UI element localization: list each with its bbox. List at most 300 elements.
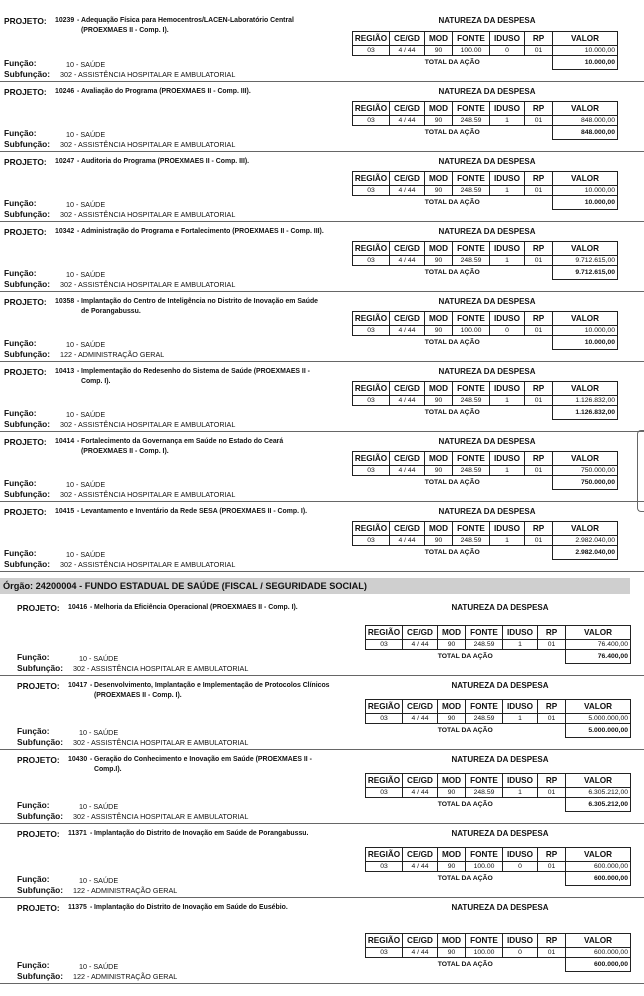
col-header-rp: RP xyxy=(525,382,553,396)
cell-rp: 01 xyxy=(538,788,566,798)
col-header-ce-gd: CE/GD xyxy=(390,32,425,46)
table-row xyxy=(353,256,618,266)
total-row xyxy=(353,476,618,490)
cell-rp: 01 xyxy=(538,948,566,958)
cell-ce-gd: 4 / 44 xyxy=(390,396,425,406)
subfuncao-value: 302 - ASSISTÊNCIA HOSPITALAR E AMBULATORIAL xyxy=(60,560,236,569)
cell-regiao: 03 xyxy=(366,948,403,958)
col-header-ce-gd: CE/GD xyxy=(403,848,438,862)
cell-mod: 90 xyxy=(438,788,466,798)
cell-regiao: 03 xyxy=(353,396,390,406)
funcao-label: Função: xyxy=(4,548,37,558)
col-header-regiao: REGIÃO xyxy=(353,242,390,256)
project-block xyxy=(0,598,644,676)
subfuncao-value: 122 - ADMINISTRAÇÃO GERAL xyxy=(60,350,165,359)
total-label: TOTAL DA AÇÃO xyxy=(353,56,553,70)
total-value: 750.000,00 xyxy=(553,476,618,490)
cell-iduso: 1 xyxy=(490,256,525,266)
col-header-regiao: REGIÃO xyxy=(353,452,390,466)
cell-valor: 10.000,00 xyxy=(553,326,618,336)
project-code: 10416 xyxy=(68,604,88,611)
subfuncao-value: 122 - ADMINISTRAÇÃO GERAL xyxy=(73,972,178,981)
col-header-fonte: FONTE xyxy=(453,382,490,396)
projeto-label: PROJETO: xyxy=(17,903,60,913)
cell-fonte: 100.00 xyxy=(453,326,490,336)
cell-mod: 90 xyxy=(425,536,453,546)
code-separator: - xyxy=(77,368,80,375)
col-header-ce-gd: CE/GD xyxy=(390,522,425,536)
cell-ce-gd: 4 / 44 xyxy=(390,326,425,336)
cell-iduso: 0 xyxy=(490,326,525,336)
total-row xyxy=(366,798,631,812)
table-header-row xyxy=(353,102,618,116)
col-header-ce-gd: CE/GD xyxy=(390,242,425,256)
total-value: 10.000,00 xyxy=(553,196,618,210)
cell-valor: 5.000.000,00 xyxy=(566,714,631,724)
cell-iduso: 1 xyxy=(490,396,525,406)
total-row xyxy=(353,196,618,210)
total-value: 5.000.000,00 xyxy=(566,724,631,738)
col-header-regiao: REGIÃO xyxy=(353,32,390,46)
col-header-rp: RP xyxy=(525,172,553,186)
project-description: Avaliação do Programa (PROEXMAES II - Comp. III). xyxy=(81,88,251,95)
funcao-label: Função: xyxy=(4,338,37,348)
natureza-heading: NATUREZA DA DESPESA xyxy=(438,16,536,25)
col-header-regiao: REGIÃO xyxy=(353,102,390,116)
subfuncao-label: Subfunção: xyxy=(4,209,51,219)
table-header-row xyxy=(366,774,631,788)
cell-valor: 750.000,00 xyxy=(553,466,618,476)
cell-iduso: 1 xyxy=(490,186,525,196)
col-header-fonte: FONTE xyxy=(453,102,490,116)
col-header-fonte: FONTE xyxy=(466,934,503,948)
projeto-label: PROJETO: xyxy=(4,87,47,97)
cell-ce-gd: 4 / 44 xyxy=(403,640,438,650)
code-separator: - xyxy=(90,682,93,689)
cell-rp: 01 xyxy=(525,256,553,266)
project-description: Geração do Conhecimento e Inovação em Saúde (PROEXMAES II - Comp.I). xyxy=(94,756,312,773)
orgao-banner: Órgão: 24200004 - FUNDO ESTADUAL DE SAÚDE (FISCAL / SEGURIDADE SOCIAL) xyxy=(0,578,630,594)
scroll-handle[interactable] xyxy=(637,430,644,512)
cell-rp: 01 xyxy=(538,640,566,650)
col-header-rp: RP xyxy=(525,452,553,466)
total-value: 848.000,00 xyxy=(553,126,618,140)
col-header-valor: VALOR xyxy=(553,522,618,536)
natureza-heading: NATUREZA DA DESPESA xyxy=(438,367,536,376)
col-header-iduso: IDUSO xyxy=(490,382,525,396)
total-row xyxy=(353,126,618,140)
cell-rp: 01 xyxy=(538,714,566,724)
total-label: TOTAL DA AÇÃO xyxy=(353,196,553,210)
table-header-row xyxy=(366,700,631,714)
table-row xyxy=(366,948,631,958)
total-value: 1.126.832,00 xyxy=(553,406,618,420)
col-header-ce-gd: CE/GD xyxy=(403,626,438,640)
subfuncao-value: 302 - ASSISTÊNCIA HOSPITALAR E AMBULATORIAL xyxy=(73,812,249,821)
cell-iduso: 0 xyxy=(490,46,525,56)
funcao-label: Função: xyxy=(17,652,50,662)
total-row xyxy=(353,56,618,70)
subfuncao-label: Subfunção: xyxy=(17,971,64,981)
cell-iduso: 1 xyxy=(490,116,525,126)
cell-regiao: 03 xyxy=(353,536,390,546)
table-header-row xyxy=(366,934,631,948)
col-header-mod: MOD xyxy=(425,522,453,536)
col-header-rp: RP xyxy=(538,934,566,948)
project-block xyxy=(0,11,644,82)
project-block xyxy=(0,292,644,362)
natureza-table xyxy=(352,311,618,350)
project-description: Fortalecimento da Governança em Saúde no Estado do Ceará (PROEXMAES II - Comp. I). xyxy=(81,438,284,455)
funcao-value: 10 - SAÚDE xyxy=(79,654,119,663)
cell-fonte: 248.59 xyxy=(453,116,490,126)
total-label: TOTAL DA AÇÃO xyxy=(353,126,553,140)
code-separator: - xyxy=(77,438,80,445)
cell-valor: 10.000,00 xyxy=(553,46,618,56)
project-block xyxy=(0,222,644,292)
project-code: 11375 xyxy=(68,904,87,911)
cell-ce-gd: 4 / 44 xyxy=(403,948,438,958)
subfuncao-label: Subfunção: xyxy=(4,559,51,569)
col-header-valor: VALOR xyxy=(553,312,618,326)
total-label: TOTAL DA AÇÃO xyxy=(353,546,553,560)
col-header-ce-gd: CE/GD xyxy=(403,774,438,788)
funcao-value: 10 - SAÚDE xyxy=(79,962,119,971)
natureza-heading: NATUREZA DA DESPESA xyxy=(451,681,549,690)
col-header-fonte: FONTE xyxy=(453,32,490,46)
project-code: 10430 xyxy=(68,756,88,763)
subfuncao-label: Subfunção: xyxy=(4,279,51,289)
col-header-ce-gd: CE/GD xyxy=(390,382,425,396)
code-separator: - xyxy=(77,17,80,24)
total-row xyxy=(366,872,631,886)
project-code: 10415 xyxy=(55,508,75,515)
total-value: 2.982.040,00 xyxy=(553,546,618,560)
table-row xyxy=(353,396,618,406)
funcao-label: Função: xyxy=(4,198,37,208)
project-block xyxy=(0,362,644,432)
total-label: TOTAL DA AÇÃO xyxy=(366,798,566,812)
col-header-fonte: FONTE xyxy=(453,242,490,256)
natureza-heading: NATUREZA DA DESPESA xyxy=(438,157,536,166)
cell-valor: 2.982.040,00 xyxy=(553,536,618,546)
col-header-regiao: REGIÃO xyxy=(366,774,403,788)
natureza-heading: NATUREZA DA DESPESA xyxy=(438,87,536,96)
code-separator: - xyxy=(77,88,80,95)
col-header-ce-gd: CE/GD xyxy=(390,102,425,116)
projeto-label: PROJETO: xyxy=(4,367,47,377)
projeto-label: PROJETO: xyxy=(4,297,47,307)
cell-fonte: 100.00 xyxy=(453,46,490,56)
col-header-iduso: IDUSO xyxy=(503,626,538,640)
code-separator: - xyxy=(90,904,93,911)
table-header-row xyxy=(353,242,618,256)
col-header-valor: VALOR xyxy=(566,848,631,862)
col-header-valor: VALOR xyxy=(553,172,618,186)
subfuncao-value: 302 - ASSISTÊNCIA HOSPITALAR E AMBULATORIAL xyxy=(73,738,249,747)
subfuncao-value: 302 - ASSISTÊNCIA HOSPITALAR E AMBULATORIAL xyxy=(60,140,236,149)
total-row xyxy=(366,958,631,972)
col-header-iduso: IDUSO xyxy=(503,774,538,788)
total-label: TOTAL DA AÇÃO xyxy=(366,958,566,972)
cell-regiao: 03 xyxy=(366,714,403,724)
subfuncao-value: 302 - ASSISTÊNCIA HOSPITALAR E AMBULATORIAL xyxy=(60,420,236,429)
col-header-ce-gd: CE/GD xyxy=(390,172,425,186)
col-header-rp: RP xyxy=(525,242,553,256)
table-row xyxy=(366,862,631,872)
subfuncao-label: Subfunção: xyxy=(4,419,51,429)
cell-rp: 01 xyxy=(525,536,553,546)
natureza-table xyxy=(352,521,618,560)
code-separator: - xyxy=(77,298,80,305)
cell-regiao: 03 xyxy=(353,466,390,476)
funcao-value: 10 - SAÚDE xyxy=(66,410,106,419)
funcao-value: 10 - SAÚDE xyxy=(79,728,119,737)
cell-fonte: 248.59 xyxy=(466,788,503,798)
total-value: 76.400,00 xyxy=(566,650,631,664)
funcao-value: 10 - SAÚDE xyxy=(66,480,106,489)
col-header-mod: MOD xyxy=(425,172,453,186)
project-description: Levantamento e Inventário da Rede SESA (PROEXMAES II - Comp. I). xyxy=(81,508,308,515)
table-header-row xyxy=(353,522,618,536)
total-row xyxy=(353,336,618,350)
cell-valor: 848.000,00 xyxy=(553,116,618,126)
project-code: 10239 xyxy=(55,17,75,24)
cell-iduso: 1 xyxy=(490,466,525,476)
col-header-mod: MOD xyxy=(438,700,466,714)
col-header-mod: MOD xyxy=(438,934,466,948)
funcao-value: 10 - SAÚDE xyxy=(66,270,106,279)
natureza-table xyxy=(365,933,631,972)
cell-mod: 90 xyxy=(425,396,453,406)
col-header-rp: RP xyxy=(525,102,553,116)
total-row xyxy=(366,724,631,738)
funcao-label: Função: xyxy=(17,874,50,884)
funcao-value: 10 - SAÚDE xyxy=(79,876,119,885)
funcao-label: Função: xyxy=(4,408,37,418)
col-header-rp: RP xyxy=(538,700,566,714)
cell-fonte: 248.59 xyxy=(453,186,490,196)
project-block xyxy=(0,502,644,572)
col-header-iduso: IDUSO xyxy=(490,522,525,536)
natureza-table xyxy=(352,451,618,490)
subfuncao-value: 302 - ASSISTÊNCIA HOSPITALAR E AMBULATORIAL xyxy=(60,280,236,289)
cell-ce-gd: 4 / 44 xyxy=(403,714,438,724)
cell-ce-gd: 4 / 44 xyxy=(390,46,425,56)
table-header-row xyxy=(353,32,618,46)
project-description: Implantação do Distrito de Inovação em Saúde de Porangabussu. xyxy=(94,830,309,837)
cell-rp: 01 xyxy=(525,396,553,406)
code-separator: - xyxy=(77,158,80,165)
subfuncao-value: 122 - ADMINISTRAÇÃO GERAL xyxy=(73,886,178,895)
col-header-regiao: REGIÃO xyxy=(353,312,390,326)
project-code: 10417 xyxy=(68,682,88,689)
project-description: Administração do Programa e Fortalecimento (PROEXMAES II - Comp. III). xyxy=(81,228,324,235)
code-separator: - xyxy=(90,756,93,763)
table-row xyxy=(353,466,618,476)
cell-mod: 90 xyxy=(425,326,453,336)
natureza-heading: NATUREZA DA DESPESA xyxy=(438,507,536,516)
cell-rp: 01 xyxy=(525,186,553,196)
code-separator: - xyxy=(90,830,93,837)
natureza-table xyxy=(352,171,618,210)
cell-ce-gd: 4 / 44 xyxy=(403,788,438,798)
projeto-label: PROJETO: xyxy=(4,227,47,237)
funcao-label: Função: xyxy=(4,58,37,68)
subfuncao-label: Subfunção: xyxy=(17,737,64,747)
col-header-fonte: FONTE xyxy=(466,774,503,788)
col-header-rp: RP xyxy=(538,626,566,640)
col-header-iduso: IDUSO xyxy=(503,848,538,862)
funcao-label: Função: xyxy=(17,960,50,970)
col-header-mod: MOD xyxy=(425,312,453,326)
funcao-label: Função: xyxy=(4,128,37,138)
total-label: TOTAL DA AÇÃO xyxy=(366,650,566,664)
table-header-row xyxy=(353,452,618,466)
cell-fonte: 248.59 xyxy=(466,714,503,724)
col-header-rp: RP xyxy=(525,32,553,46)
col-header-valor: VALOR xyxy=(553,382,618,396)
cell-fonte: 248.59 xyxy=(453,466,490,476)
col-header-regiao: REGIÃO xyxy=(353,382,390,396)
cell-mod: 90 xyxy=(425,256,453,266)
cell-ce-gd: 4 / 44 xyxy=(390,116,425,126)
col-header-valor: VALOR xyxy=(566,934,631,948)
col-header-iduso: IDUSO xyxy=(490,172,525,186)
total-value: 10.000,00 xyxy=(553,56,618,70)
cell-mod: 90 xyxy=(425,186,453,196)
project-block xyxy=(0,824,644,898)
cell-iduso: 0 xyxy=(503,862,538,872)
funcao-value: 10 - SAÚDE xyxy=(79,802,119,811)
cell-mod: 90 xyxy=(425,466,453,476)
col-header-valor: VALOR xyxy=(566,626,631,640)
cell-iduso: 1 xyxy=(503,788,538,798)
funcao-value: 10 - SAÚDE xyxy=(66,200,106,209)
table-row xyxy=(366,714,631,724)
funcao-label: Função: xyxy=(17,800,50,810)
projeto-label: PROJETO: xyxy=(17,829,60,839)
subfuncao-value: 302 - ASSISTÊNCIA HOSPITALAR E AMBULATORIAL xyxy=(60,70,236,79)
total-value: 10.000,00 xyxy=(553,336,618,350)
cell-regiao: 03 xyxy=(366,862,403,872)
col-header-iduso: IDUSO xyxy=(490,312,525,326)
projeto-label: PROJETO: xyxy=(4,437,47,447)
cell-mod: 90 xyxy=(425,46,453,56)
total-row xyxy=(353,546,618,560)
cell-ce-gd: 4 / 44 xyxy=(390,536,425,546)
project-description: Implantação do Distrito de Inovação em Saúde do Eusébio. xyxy=(94,904,288,911)
subfuncao-label: Subfunção: xyxy=(17,811,64,821)
natureza-table xyxy=(352,241,618,280)
col-header-ce-gd: CE/GD xyxy=(390,452,425,466)
cell-valor: 1.126.832,00 xyxy=(553,396,618,406)
cell-ce-gd: 4 / 44 xyxy=(390,186,425,196)
table-row xyxy=(353,46,618,56)
total-label: TOTAL DA AÇÃO xyxy=(353,266,553,280)
project-code: 10342 xyxy=(55,228,75,235)
table-row xyxy=(366,640,631,650)
code-separator: - xyxy=(90,604,93,611)
funcao-value: 10 - SAÚDE xyxy=(66,340,106,349)
col-header-iduso: IDUSO xyxy=(490,452,525,466)
cell-valor: 9.712.615,00 xyxy=(553,256,618,266)
col-header-valor: VALOR xyxy=(566,700,631,714)
natureza-table xyxy=(352,31,618,70)
cell-mod: 90 xyxy=(438,640,466,650)
project-block xyxy=(0,82,644,152)
funcao-label: Função: xyxy=(4,268,37,278)
natureza-table xyxy=(365,699,631,738)
total-value: 600.000,00 xyxy=(566,958,631,972)
subfuncao-value: 302 - ASSISTÊNCIA HOSPITALAR E AMBULATORIAL xyxy=(73,664,249,673)
table-row xyxy=(353,186,618,196)
subfuncao-label: Subfunção: xyxy=(4,489,51,499)
natureza-heading: NATUREZA DA DESPESA xyxy=(451,903,549,912)
code-separator: - xyxy=(77,508,80,515)
natureza-table xyxy=(365,773,631,812)
subfuncao-label: Subfunção: xyxy=(4,69,51,79)
col-header-iduso: IDUSO xyxy=(490,242,525,256)
natureza-heading: NATUREZA DA DESPESA xyxy=(438,437,536,446)
cell-fonte: 248.59 xyxy=(466,640,503,650)
col-header-valor: VALOR xyxy=(566,774,631,788)
projeto-label: PROJETO: xyxy=(4,157,47,167)
col-header-rp: RP xyxy=(525,312,553,326)
col-header-regiao: REGIÃO xyxy=(366,700,403,714)
project-code: 10247 xyxy=(55,158,75,165)
col-header-fonte: FONTE xyxy=(453,312,490,326)
col-header-valor: VALOR xyxy=(553,32,618,46)
cell-mod: 90 xyxy=(438,714,466,724)
total-label: TOTAL DA AÇÃO xyxy=(353,406,553,420)
col-header-fonte: FONTE xyxy=(453,452,490,466)
cell-iduso: 1 xyxy=(490,536,525,546)
cell-mod: 90 xyxy=(425,116,453,126)
cell-rp: 01 xyxy=(525,46,553,56)
project-block xyxy=(0,750,644,824)
total-value: 9.712.615,00 xyxy=(553,266,618,280)
cell-valor: 600.000,00 xyxy=(566,862,631,872)
subfuncao-value: 302 - ASSISTÊNCIA HOSPITALAR E AMBULATORIAL xyxy=(60,210,236,219)
project-block xyxy=(0,898,644,984)
project-code: 10246 xyxy=(55,88,75,95)
cell-iduso: 1 xyxy=(503,714,538,724)
natureza-table xyxy=(365,847,631,886)
natureza-heading: NATUREZA DA DESPESA xyxy=(451,755,549,764)
table-row xyxy=(366,788,631,798)
col-header-ce-gd: CE/GD xyxy=(390,312,425,326)
project-code: 10414 xyxy=(55,438,75,445)
col-header-mod: MOD xyxy=(438,774,466,788)
total-row xyxy=(366,650,631,664)
col-header-iduso: IDUSO xyxy=(503,700,538,714)
col-header-fonte: FONTE xyxy=(466,700,503,714)
funcao-value: 10 - SAÚDE xyxy=(66,130,106,139)
cell-fonte: 100.00 xyxy=(466,862,503,872)
col-header-ce-gd: CE/GD xyxy=(403,934,438,948)
natureza-heading: NATUREZA DA DESPESA xyxy=(451,829,549,838)
project-description: Auditoria do Programa (PROEXMAES II - Comp. III). xyxy=(81,158,250,165)
cell-regiao: 03 xyxy=(353,116,390,126)
cell-rp: 01 xyxy=(525,116,553,126)
projeto-label: PROJETO: xyxy=(17,681,60,691)
col-header-ce-gd: CE/GD xyxy=(403,700,438,714)
total-value: 6.305.212,00 xyxy=(566,798,631,812)
project-code: 11371 xyxy=(68,830,87,837)
project-code: 10413 xyxy=(55,368,75,375)
cell-regiao: 03 xyxy=(366,788,403,798)
